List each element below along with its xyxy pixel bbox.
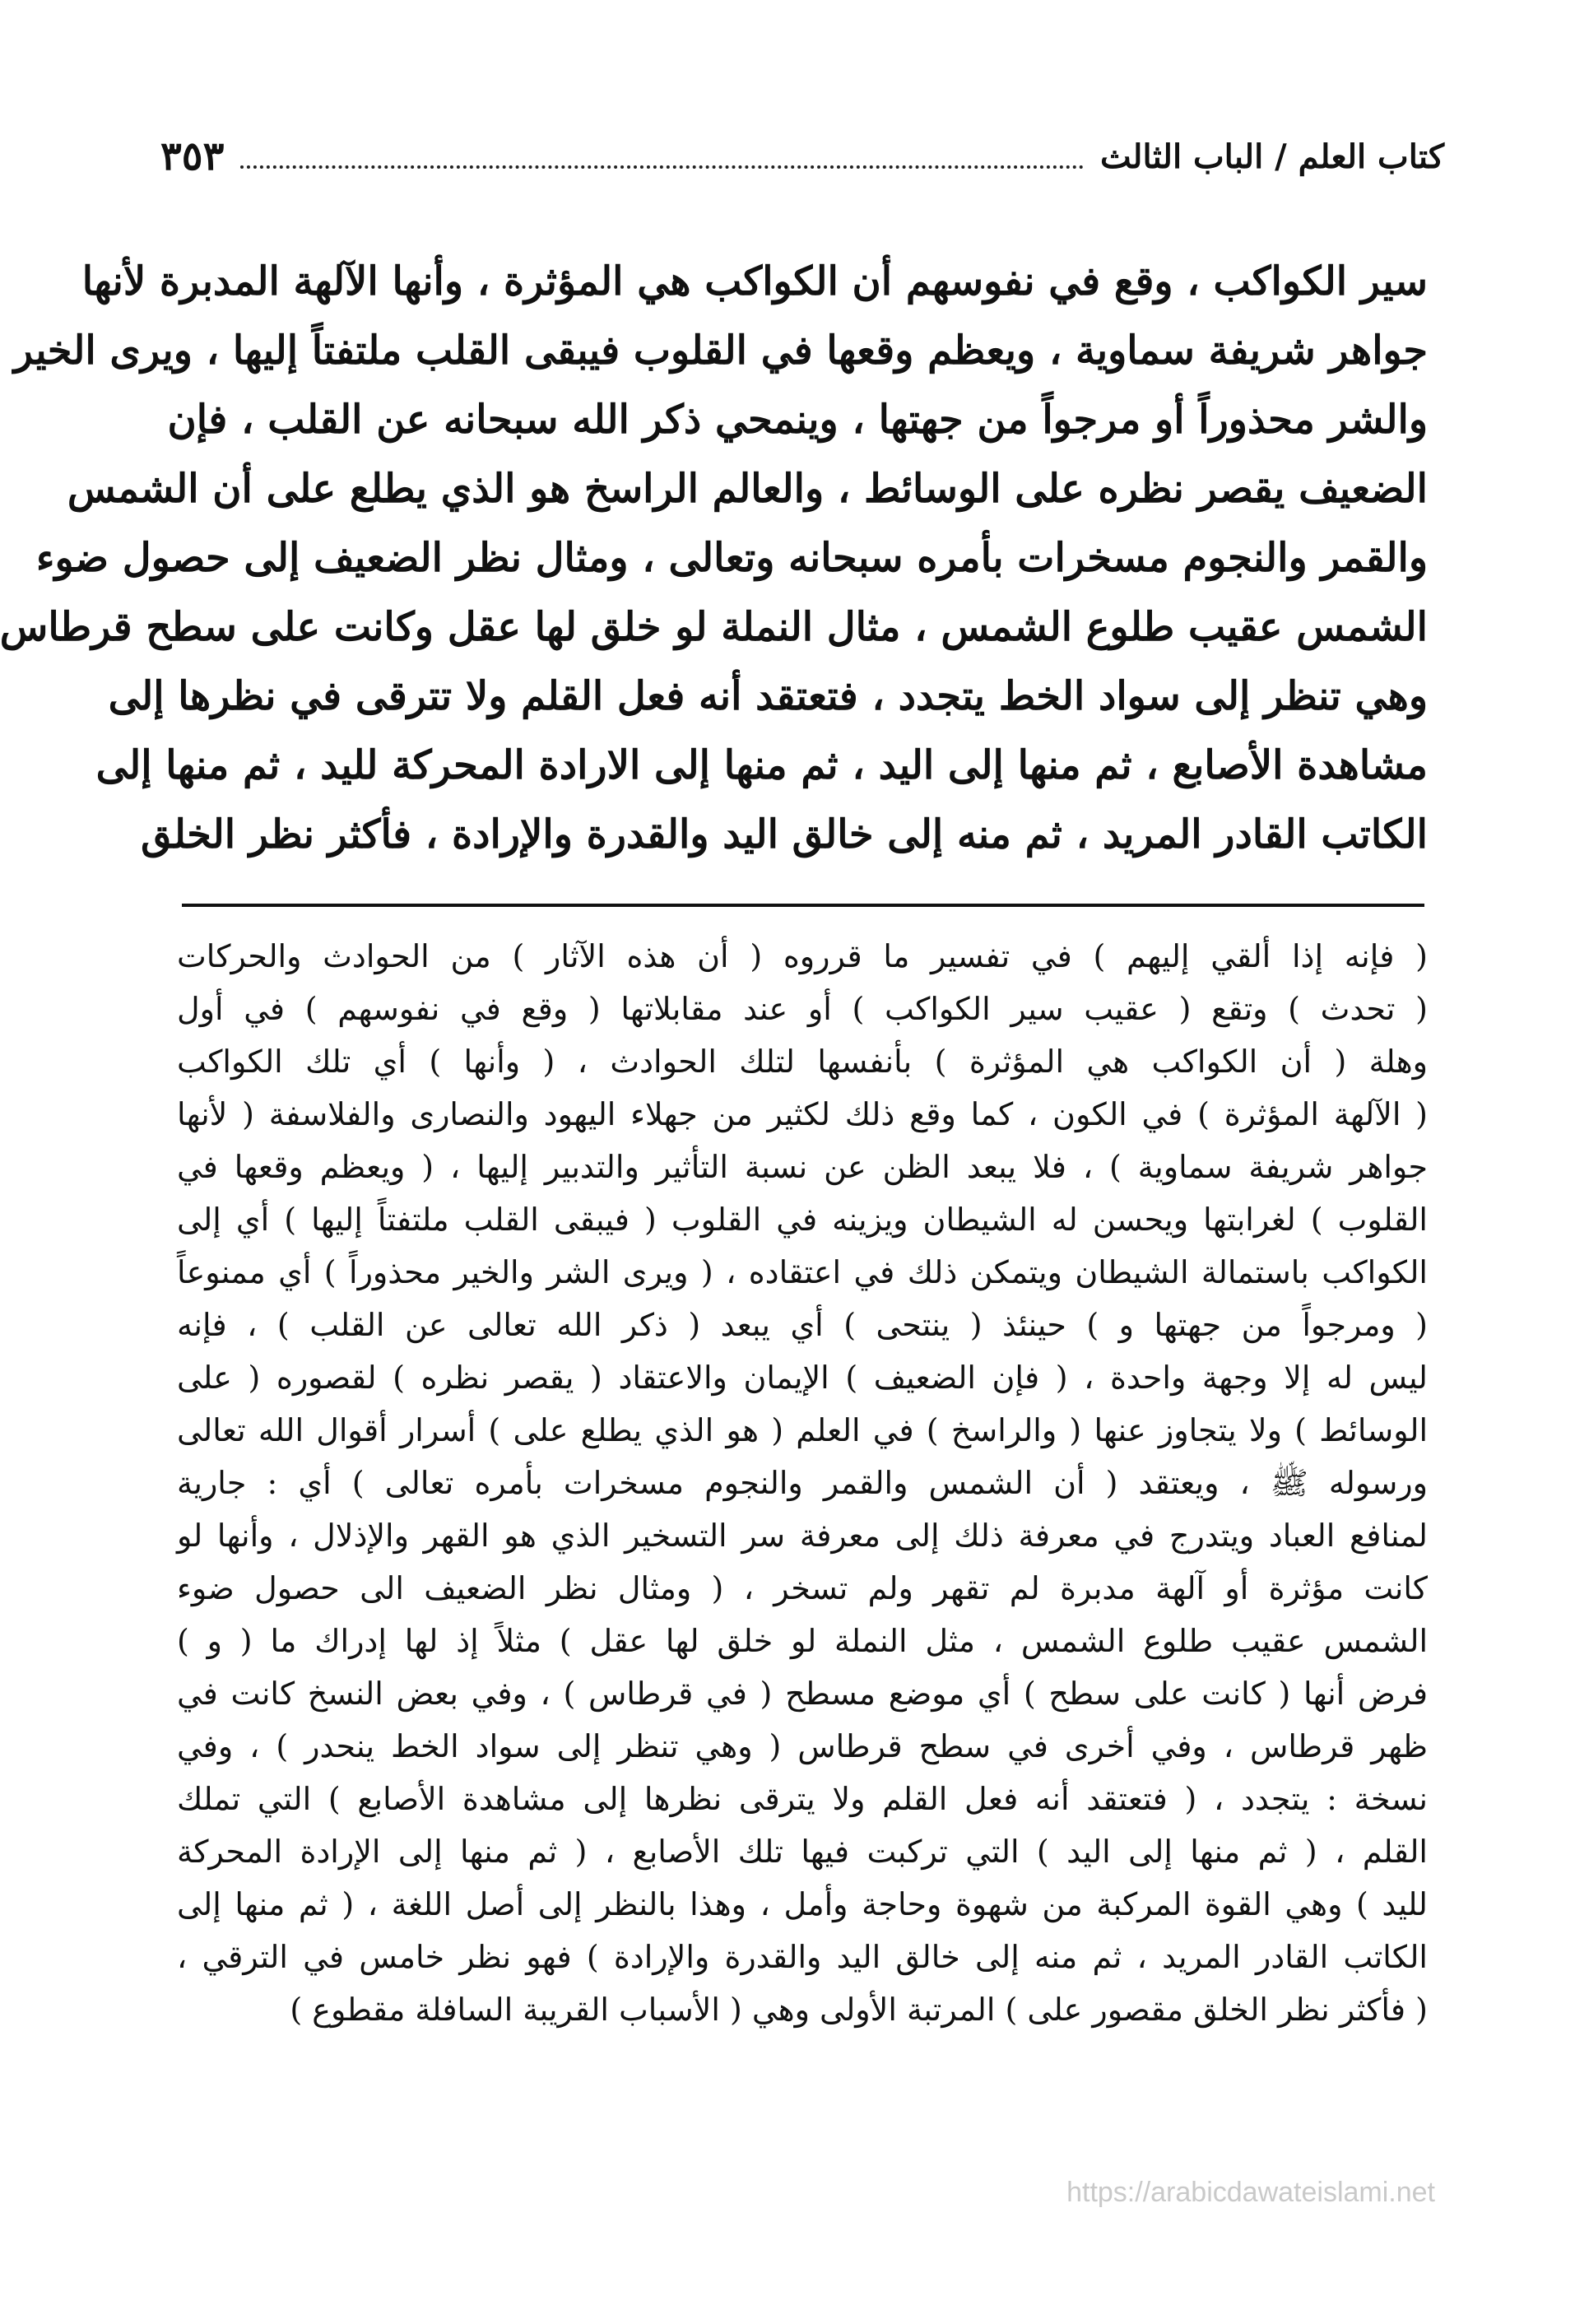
footnote-line: ليس له إلا وجهة واحدة ، ( فإن الضعيف ) الإيمان والاعتقاد ( يقصر نظره ) لقصوره ( على bbox=[177, 1360, 1428, 1396]
main-text-line: مشاهدة الأصابع ، ثم منها إلى اليد ، ثم منها إلى الارادة المحركة لليد ، ثم منها إلى bbox=[95, 742, 1428, 788]
footnote-line: ظهر قرطاس ، وفي أخرى في سطح قرطاس ( وهي تنظر إلى سواد الخط ينحدر ) ، وفي bbox=[177, 1728, 1428, 1764]
watermark-url: https://arabicdawateislami.net bbox=[1066, 2177, 1435, 2208]
footnote-line: ( فإنه إذا ألقي إليهم ) في تفسير ما قرروه ( أن هذه الآثار ) من الحوادث والحركات bbox=[177, 938, 1428, 974]
footnote-line: نسخة : يتجدد ، ( فتعتقد أنه فعل القلم ولا يترقى نظرها إلى مشاهدة الأصابع ) التي تملك bbox=[177, 1781, 1428, 1817]
footnote-line: الشمس عقيب طلوع الشمس ، مثل النملة لو خلق لها عقل ) مثلاً إذ لها إدراك ما ( و ) bbox=[177, 1623, 1428, 1659]
main-text bbox=[0, 247, 1428, 869]
main-text-line: جواهر شريفة سماوية ، ويعظم وقعها في القلوب فيبقى القلب ملتفتاً إليها ، ويرى الخير bbox=[13, 328, 1428, 374]
main-text-line: والشر محذوراً أو مرجواً من جهتها ، وينمحي ذكر الله سبحانه عن القلب ، فإن bbox=[167, 397, 1428, 443]
main-text-line: وهي تنظر إلى سواد الخط يتجدد ، فتعتقد أنه فعل القلم ولا تترقى في نظرها إلى bbox=[108, 673, 1428, 719]
footnote-divider bbox=[182, 904, 1424, 907]
main-text-line: الضعيف يقصر نظره على الوسائط ، والعالم الراسخ هو الذي يطلع على أن الشمس bbox=[67, 466, 1428, 512]
running-header bbox=[160, 132, 1444, 181]
footnote-line: فرض أنها ( كانت على سطح ) أي موضع مسطح ( في قرطاس ) ، وفي بعض النسخ كانت في bbox=[177, 1676, 1428, 1712]
footnote-line: ( تحدث ) وتقع ( عقيب سير الكواكب ) أو عند مقابلاتها ( وقع في نفوسهم ) في أول bbox=[177, 991, 1428, 1027]
commentary-footnotes bbox=[177, 930, 1428, 2036]
main-text-line: والقمر والنجوم مسخرات بأمره سبحانه وتعالى ، ومثال نظر الضعيف إلى حصول ضوء bbox=[35, 535, 1428, 581]
main-text-line: سير الكواكب ، وقع في نفوسهم أن الكواكب هي المؤثرة ، وأنها الآلهة المدبرة لأنها bbox=[81, 258, 1428, 304]
footnote-line: كانت مؤثرة أو آلهة مدبرة لم تقهر ولم تسخر ، ( ومثال نظر الضعيف الى حصول ضوء bbox=[177, 1570, 1428, 1606]
footnote-line: ورسوله ﷺ ، ويعتقد ( أن الشمس والقمر والنجوم مسخرات بأمره تعالى ) أي : جارية bbox=[177, 1465, 1428, 1501]
footnote-line: القلوب ) لغرابتها ويحسن له الشيطان ويزينه في القلوب ( فيبقى القلب ملتفتاً إليها ) أي إلى bbox=[177, 1202, 1428, 1238]
footnote-line: ( فأكثر نظر الخلق مقصور على ) المرتبة الأولى وهي ( الأسباب القريبة السافلة مقطوع ) bbox=[290, 1992, 1428, 2028]
footnote-line: الوسائط ) ولا يتجاوز عنها ( والراسخ ) في العلم ( هو الذي يطلع على ) أسرار أقوال الله تعالى bbox=[177, 1412, 1428, 1448]
footnote-line: وهلة ( أن الكواكب هي المؤثرة ) بأنفسها لتلك الحوادث ، ( وأنها ) أي تلك الكواكب bbox=[177, 1043, 1428, 1080]
footnote-line: القلم ، ( ثم منها إلى اليد ) التي تركبت فيها تلك الأصابع ، ( ثم منها إلى الإرادة المحركة bbox=[177, 1834, 1428, 1870]
main-text-line: الشمس عقيب طلوع الشمس ، مثال النملة لو خلق لها عقل وكانت على سطح قرطاس bbox=[0, 604, 1428, 650]
page-number: ٣٥٣ bbox=[160, 133, 225, 179]
footnote-line: الكاتب القادر المريد ، ثم منه إلى خالق اليد والقدرة والإرادة ) فهو نظر خامس في الترقي ، bbox=[177, 1939, 1428, 1975]
footnote-line: ( الآلهة المؤثرة ) في الكون ، كما وقع ذلك لكثير من جهلاء اليهود والنصارى والفلاسفة ( لأنها bbox=[177, 1096, 1428, 1132]
footnote-line: لليد ) وهي القوة المركبة من شهوة وحاجة وأمل ، وهذا بالنظر إلى أصل اللغة ، ( ثم منها إلى bbox=[177, 1886, 1428, 1922]
footnote-line: لمنافع العباد ويتدرج في معرفة ذلك إلى معرفة سر التسخير الذي هو القهر والإذلال ، وأنها لو bbox=[177, 1518, 1428, 1554]
footnote-line: ( ومرجواً من جهتها و ) حينئذ ( ينتحى ) أي يبعد ( ذكر الله تعالى عن القلب ) ، فإنه bbox=[177, 1307, 1428, 1343]
main-text-line: الكاتب القادر المريد ، ثم منه إلى خالق اليد والقدرة والإرادة ، فأكثر نظر الخلق bbox=[141, 811, 1428, 858]
footnote-line: جواهر شريفة سماوية ) ، فلا يبعد الظن عن نسبة التأثير والتدبير إليها ، ( ويعظم وقعها في bbox=[177, 1149, 1428, 1185]
header-title: كتاب العلم / الباب الثالث bbox=[1100, 137, 1444, 176]
footnote-line: الكواكب باستمالة الشيطان ويتمكن ذلك في اعتقاده ، ( ويرى الشر والخير محذوراً ) أي ممنوعاً bbox=[177, 1254, 1428, 1290]
header-dot-leader bbox=[240, 144, 1084, 169]
